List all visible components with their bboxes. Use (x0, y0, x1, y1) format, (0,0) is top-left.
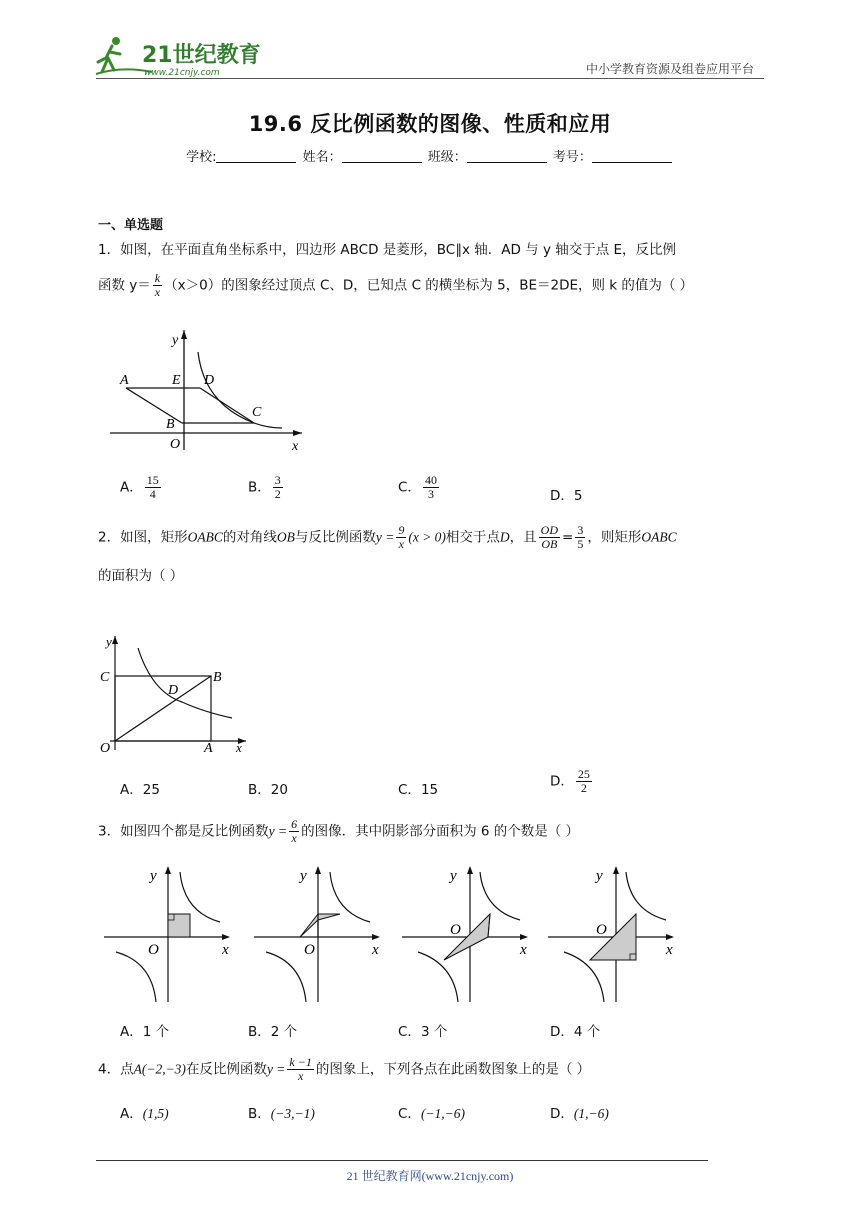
svg-text:x: x (666, 942, 673, 958)
q4-option-b[interactable]: B．(−3,−1) (248, 1106, 315, 1122)
page-title: 19.6 反比例函数的图像、性质和应用 (248, 112, 612, 136)
q3-graph-2 (250, 862, 390, 1004)
student-info-line (0, 146, 860, 165)
question-2-line1: 2．如图，矩形OABC的对角线OB与反比例函数y = $\frac{9}{x}$ (x > 0)相交于点D，且 $\frac{OD}{OB}$ = $\frac{3}{5}$ ，则矩形OABC (98, 523, 677, 551)
header-divider (96, 78, 764, 79)
q4-option-c[interactable]: C．(−1,−6) (398, 1106, 466, 1122)
q3-option-c[interactable]: C．3 个 (398, 1024, 448, 1040)
question-3-line: 3．如图四个都是反比例函数y = $\frac{6}{x}$ 的图像．其中阴影部分面积为 6 的个数是（ ） (98, 817, 580, 845)
fraction: $\frac{k}{x}$ (154, 271, 161, 299)
svg-text:O: O (170, 437, 181, 452)
svg-text:A: A (120, 373, 129, 388)
class-label: 班级： (427, 150, 467, 165)
svg-text:O: O (596, 922, 607, 938)
q2-option-a[interactable]: A．25 (120, 782, 160, 798)
q1-option-c[interactable]: C． $\frac{40}{3}$ (398, 473, 437, 501)
class-field[interactable] (467, 149, 547, 163)
q1-option-d[interactable]: D．5 (550, 488, 583, 504)
q3-option-d[interactable]: D．4 个 (550, 1024, 601, 1040)
svg-text:y: y (450, 868, 457, 884)
logo-url: www.21cnjy.com (144, 68, 220, 78)
exam-no-field[interactable] (592, 149, 672, 163)
svg-text:x: x (236, 740, 242, 755)
q2-option-b[interactable]: B．20 (248, 782, 288, 798)
svg-text:y: y (300, 868, 307, 884)
svg-text:O: O (450, 922, 461, 938)
question-1-figure (104, 324, 314, 454)
svg-text:x: x (520, 942, 527, 958)
question-1-line1: 1．如图，在平面直角坐标系中，四边形 ABCD 是菱形，BC∥x 轴．AD 与 y 轴交于点 E，反比例 (98, 242, 677, 258)
svg-text:y: y (106, 634, 112, 649)
svg-text:C: C (252, 405, 262, 420)
svg-text:O: O (304, 942, 315, 958)
platform-name: 中小学教育资源及组卷应用平台 (585, 62, 754, 76)
q3-option-b[interactable]: B．2 个 (248, 1024, 298, 1040)
name-label: 姓名： (302, 150, 342, 165)
q4-option-d[interactable]: D．(1,−6) (550, 1106, 609, 1122)
q3-graph-3 (398, 862, 538, 1004)
footer-divider (96, 1160, 708, 1161)
q3-option-a[interactable]: A．1 个 (120, 1024, 170, 1040)
svg-text:O: O (100, 741, 111, 756)
logo-text: 21世纪教育 (142, 43, 261, 68)
svg-text:x: x (372, 942, 379, 958)
svg-text:y: y (150, 868, 157, 884)
svg-text:x: x (292, 439, 299, 454)
svg-text:y: y (596, 868, 603, 884)
q3-graph-1 (100, 862, 240, 1004)
question-4-line: 4．点A(−2,−3)在反比例函数y = $\frac{k -1}{x}$ 的图象上，下列各点在此函数图象上的是（ ） (98, 1055, 591, 1083)
exam-no-label: 考号： (552, 150, 592, 165)
site-logo (92, 32, 262, 78)
svg-text:A: A (204, 741, 213, 756)
svg-text:D: D (168, 683, 179, 698)
svg-text:B: B (166, 417, 175, 432)
svg-text:O: O (148, 942, 159, 958)
q2-option-c[interactable]: C．15 (398, 782, 439, 798)
q4-option-a[interactable]: A．(1,5) (120, 1106, 169, 1122)
school-field[interactable] (216, 149, 296, 163)
q2-option-d[interactable]: D． $\frac{25}{2}$ (550, 767, 590, 795)
question-1-line2: 函数 y＝ $\frac{k}{x}$ （x＞0）的图象经过顶点 C、D，已知点 C 的横坐标为 5，BE＝2DE，则 k 的值为（ ） (98, 271, 694, 299)
svg-text:x: x (222, 942, 229, 958)
school-label: 学校: (186, 150, 217, 165)
q1-option-a[interactable]: A． $\frac{15}{4}$ (120, 473, 159, 501)
name-field[interactable] (342, 149, 422, 163)
q3-graph-4 (544, 862, 684, 1004)
svg-text:B: B (213, 670, 222, 685)
svg-text:E: E (172, 373, 181, 388)
section-heading: 一、单选题 (98, 218, 164, 233)
svg-text:y: y (172, 333, 179, 348)
q1-option-b[interactable]: B． $\frac{3}{2}$ (248, 473, 281, 501)
footer-link[interactable]: 21 世纪教育网(www.21cnjy.com) (346, 1169, 514, 1183)
svg-text:D: D (204, 373, 215, 388)
question-2-line2: 的面积为（ ） (98, 568, 184, 584)
svg-text:C: C (100, 670, 110, 685)
question-2-figure (96, 628, 256, 758)
